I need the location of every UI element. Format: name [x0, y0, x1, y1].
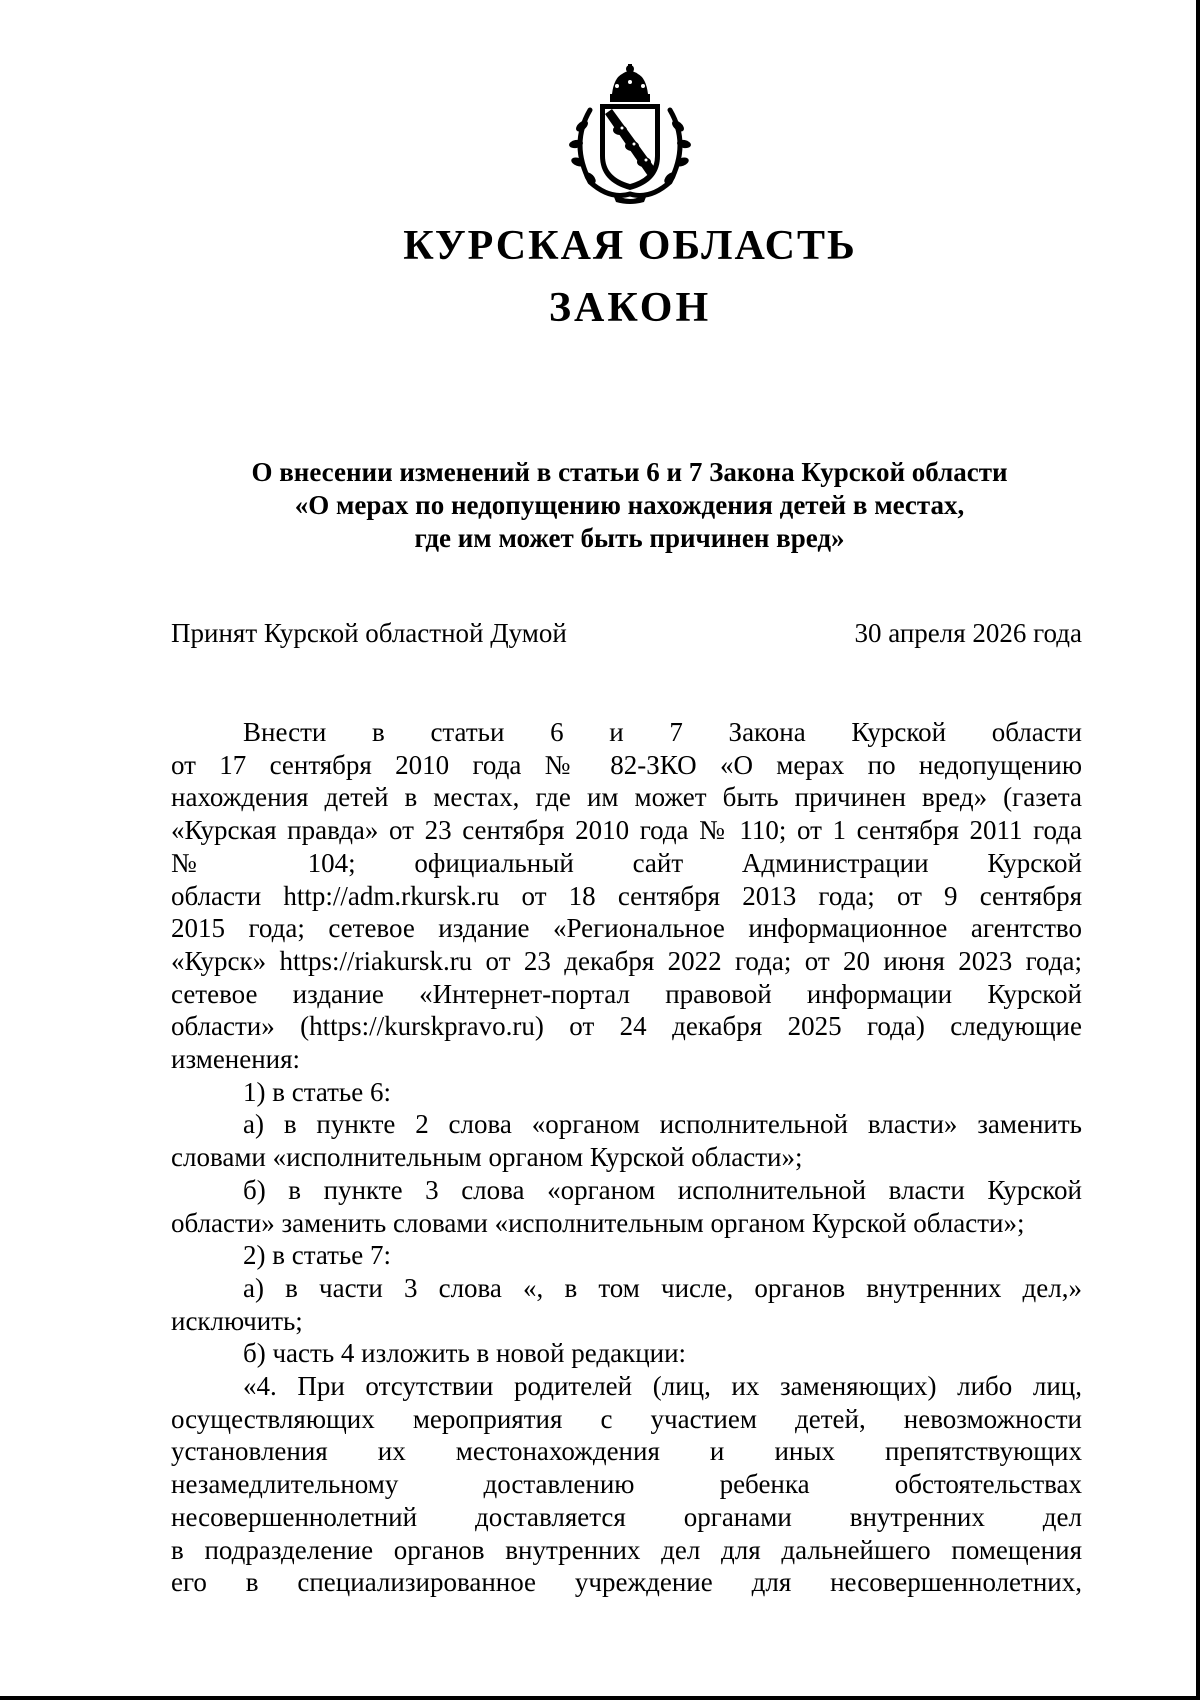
body-line: б) в пункте 3 слова «органом исполнительной власти Курской: [243, 1174, 1082, 1205]
adopted-by: Принят Курской областной Думой: [171, 618, 567, 648]
kursk-coat-of-arms-icon: [560, 64, 700, 206]
body-line: № 104; официальный сайт Администрации Курской: [171, 847, 1082, 878]
body-line: его в специализированное учреждение для несовершеннолетних,: [171, 1567, 1082, 1598]
body-line: а) в пункте 2 слова «органом исполнительной власти» заменить: [243, 1109, 1082, 1140]
body-line: изменения:: [171, 1044, 301, 1075]
body-line: установления их местонахождения и иных препятствующих: [171, 1436, 1082, 1467]
body-line: 2) в статье 7:: [243, 1240, 391, 1271]
body-line: от 17 сентября 2010 года № 82-ЗКО «О мерах по недопущению: [171, 749, 1082, 780]
region-title: КУРСКАЯ ОБЛАСТЬ: [403, 223, 857, 269]
body-line: 1) в статье 6:: [243, 1076, 391, 1107]
body-line: Внести в статьи 6 и 7 Закона Курской области: [243, 717, 1082, 747]
body-line: области http://adm.rkursk.ru от 18 сентября 2013 года; от 9 сентября: [171, 880, 1082, 911]
body-line: «Курск» https://riakursk.ru от 23 декабря 2022 года; от 20 июня 2023 года;: [171, 945, 1082, 976]
body-line: «4. При отсутствии родителей (лиц, их заменяющих) либо лиц,: [243, 1371, 1082, 1402]
adoption-date: 30 апреля 2026 года: [854, 618, 1082, 648]
body-line: осуществляющих мероприятия с участием детей, невозможности: [171, 1403, 1082, 1434]
body-line: б) часть 4 изложить в новой редакции:: [243, 1338, 687, 1369]
body-line: словами «исполнительным органом Курской области»;: [171, 1142, 803, 1173]
body-line: в подразделение органов внутренних дел для дальнейшего помещения: [171, 1534, 1082, 1565]
document-type: ЗАКОН: [548, 285, 712, 331]
body-line: области» (https://kurskpravo.ru) от 24 декабря 2025 года) следующие: [171, 1011, 1082, 1042]
law-title: [171, 456, 1088, 555]
body-line: нахождения детей в местах, где им может быть причинен вред» (газета: [171, 782, 1082, 813]
body-line: а) в части 3 слова «, в том числе, органов внутренних дел,»: [243, 1272, 1082, 1303]
body-line: 2015 года; сетевое издание «Региональное информационное агентство: [171, 913, 1082, 944]
body-line: сетевое издание «Интернет-портал правовой информации Курской: [171, 978, 1082, 1009]
law-title-line: О внесении изменений в статьи 6 и 7 Закона Курской области: [251, 457, 1008, 487]
page-edge-bottom: [0, 1696, 1200, 1700]
body-line: области» заменить словами «исполнительным органом Курской области»;: [171, 1207, 1025, 1238]
body-line: исключить;: [171, 1305, 303, 1336]
law-title-line: где им может быть причинен вред»: [414, 523, 845, 553]
adoption-info: [171, 618, 1082, 652]
body-line: несовершеннолетний доставляется органами внутренних дел: [171, 1501, 1082, 1532]
law-body: [171, 716, 1082, 1599]
law-title-line: «О мерах по недопущению нахождения детей в местах,: [294, 490, 965, 520]
body-line: незамедлительному доставлению ребенка обстоятельствах: [171, 1469, 1082, 1500]
body-line: «Курская правда» от 23 сентября 2010 года № 110; от 1 сентября 2011 года: [171, 815, 1082, 846]
